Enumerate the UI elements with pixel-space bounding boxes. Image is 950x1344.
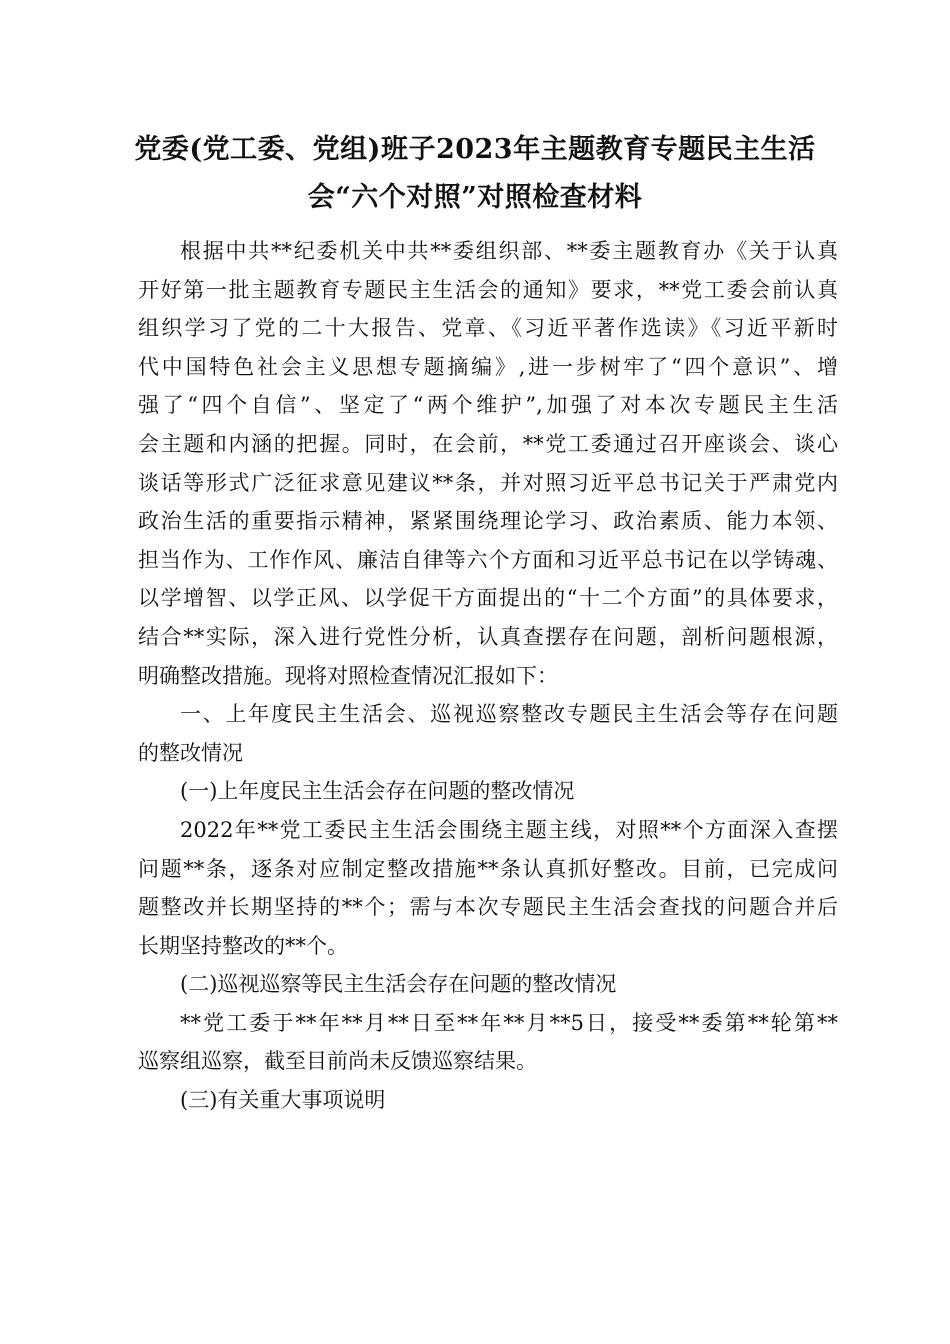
- body-line: 根据中共**纪委机关中共**委组织部、**委主题教育办《关于认真: [180, 239, 838, 263]
- body-line: 会主题和内涵的把握。同时，在会前，**党工委通过召开座谈会、谈心: [138, 431, 838, 456]
- body-line: 谈话等形式广泛征求意见建议**条，并对照习近平总书记关于严肃党内: [138, 470, 838, 495]
- title-line-1: 党委(党工委、党组)班子2023年主题教育专题民主生活: [134, 134, 816, 165]
- subsection-heading-3: (三)有关重大事项说明: [180, 1088, 386, 1113]
- body-line: 以学增智、以学正风、以学促干方面提出的“十二个方面”的具体要求，: [138, 586, 838, 611]
- body-line: 题整改并长期坚持的**个；需与本次专题民主生活会查找的问题合并后: [138, 895, 838, 920]
- body-line: 巡察组巡察，截至目前尚未反馈巡察结果。: [138, 1049, 537, 1074]
- body-line: 结合**实际，深入进行党性分析，认真查摆存在问题，剖析问题根源，: [138, 624, 838, 649]
- subsection-heading-1: (一)上年度民主生活会存在问题的整改情况: [180, 779, 575, 804]
- body-line: 长期坚持整改的**个。: [138, 933, 348, 958]
- section-heading-1-cont: 的整改情况: [138, 740, 243, 765]
- body-line: 2022年**党工委民主生活会围绕主题主线，对照**个方面深入查摆: [180, 817, 838, 842]
- subsection-heading-2: (二)巡视巡察等民主生活会存在问题的整改情况: [180, 972, 617, 997]
- document-body: [138, 232, 838, 1120]
- body-line: 代中国特色社会主义思想专题摘编》,进一步树牢了“四个意识”、增: [138, 354, 838, 379]
- body-line: 开好第一批主题教育专题民主生活会的通知》要求，**党工委会前认真: [138, 277, 838, 302]
- body-line: 强了“四个自信”、坚定了“两个维护”,加强了对本次专题民主生活: [138, 393, 838, 418]
- body-line: 明确整改措施。现将对照检查情况汇报如下：: [138, 663, 558, 688]
- body-line: 政治生活的重要指示精神，紧紧围绕理论学习、政治素质、能力本领、: [138, 509, 838, 534]
- body-line: **党工委于**年**月**日至**年**月**5日，接受**委第**轮第**: [180, 1010, 838, 1035]
- section-heading-1: 一、上年度民主生活会、巡视巡察整改专题民主生活会等存在问题: [180, 702, 838, 727]
- title-line-2: 会“六个对照”对照检查材料: [307, 182, 643, 213]
- body-line: 担当作为、工作作风、廉洁自律等六个方面和习近平总书记在以学铸魂、: [138, 547, 838, 572]
- document-title: [120, 126, 830, 222]
- body-line: 问题**条，逐条对应制定整改措施**条认真抓好整改。目前，已完成问: [138, 856, 838, 881]
- body-line: 组织学习了党的二十大报告、党章、《习近平著作选读》《习近平新时: [138, 316, 838, 341]
